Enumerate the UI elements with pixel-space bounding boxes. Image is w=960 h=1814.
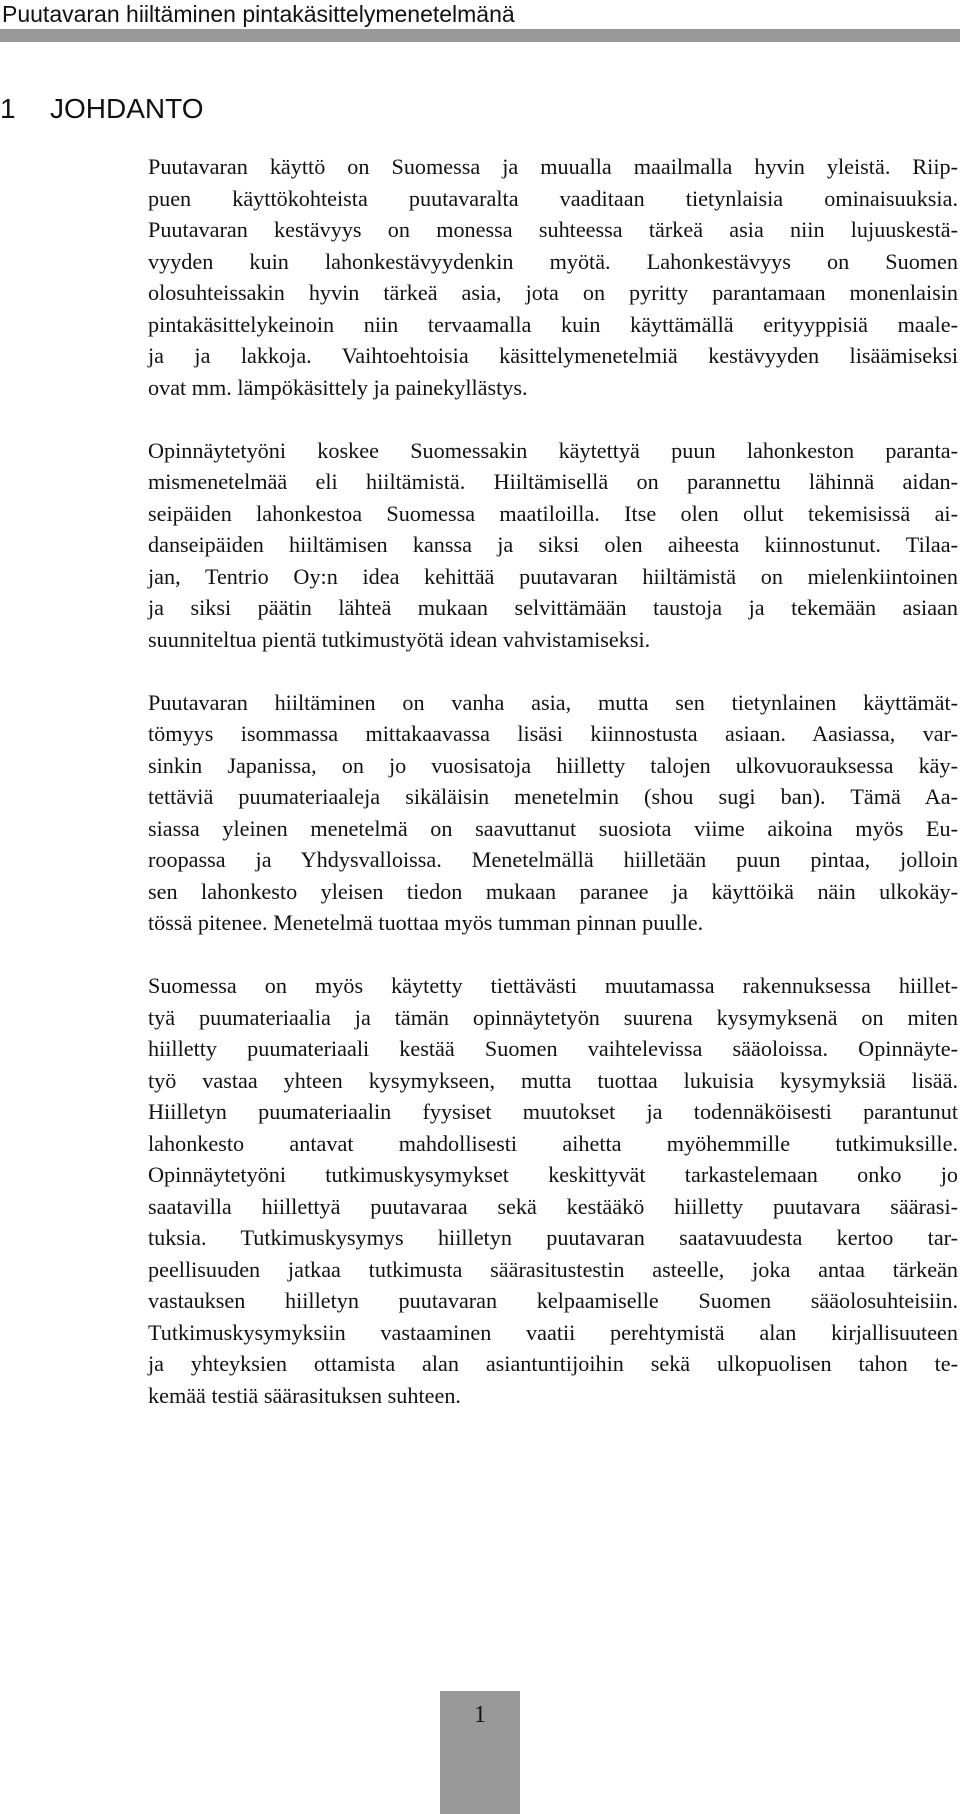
paragraph-line: Suomessa on myös käytetty tiettävästi muutamassa rakennuksessa hiillet- [148,973,958,998]
chapter-heading [0,92,204,126]
paragraph-line: Puutavaran käyttö on Suomessa ja muualla maailmalla hyvin yleistä. Riip- [148,154,958,179]
document-title: Puutavaran hiiltäminen pintakäsittelymenetelmänä [2,1,515,27]
paragraph-line: Hiilletyn puumateriaalin fyysiset muutokset ja todennäköisesti parantunut [148,1099,958,1124]
paragraph-line: tyä puumateriaalia ja tämän opinnäytetyön suurena kysymyksenä on miten [148,1004,958,1030]
paragraph-line: jan, Tentrio Oy:n idea kehittää puutavaran hiiltämistä on mielenkiintoinen [148,563,958,589]
paragraph-line: roopassa ja Yhdysvalloissa. Menetelmällä hiilletään puun pintaa, jolloin [148,847,958,872]
paragraph-line: ja yhteyksien ottamista alan asiantuntijoihin sekä ulkopuolisen tahon te- [148,1351,958,1376]
paragraph-line: tössä pitenee. Menetelmä tuottaa myös tumman pinnan puulle. [148,910,704,935]
paragraph-line: kemää testiä säärasituksen suhteen. [148,1382,461,1408]
running-header [0,0,960,44]
page-number: 1 [474,1702,486,1728]
paragraph-line: hiilletty puumateriaali kestää Suomen vaihtelevissa sääoloissa. Opinnäyte- [148,1036,958,1061]
paragraph-line: siassa yleinen menetelmä on saavuttanut suosiota viime aikoina myös Eu- [148,815,958,841]
paragraph-line: peellisuuden jatkaa tutkimusta säärasitustestin asteelle, joka antaa tärkeän [148,1256,958,1282]
paragraph-line: saatavilla hiillettyä puutavaraa sekä kestääkö hiilletty puutavara säärasi- [148,1193,958,1219]
paragraph-line: olosuhteissakin hyvin tärkeä asia, jota on pyritty parantamaan monenlaisin [148,280,958,305]
paragraph-line: Puutavaran hiiltäminen on vanha asia, mutta sen tietynlainen käyttämät- [148,689,958,715]
paragraph-line: pintakäsittelykeinoin niin tervaamalla kuin käyttämällä erityyppisiä maale- [148,311,958,337]
paragraph-line: Opinnäytetyöni koskee Suomessakin käytettyä puun lahonkeston paranta- [148,437,958,463]
paragraph-line: Tutkimuskysymyksiin vastaaminen vaatii perehtymistä alan kirjallisuuteen [148,1319,958,1345]
paragraph-line: seipäiden lahonkestoa Suomessa maatiloilla. Itse olen ollut tekemisissä ai- [148,500,958,526]
paragraph-line: sinkin Japanissa, on jo vuosisatoja hiilletty talojen ulkovuorauksessa käy- [148,752,958,778]
paragraph-line: lahonkesto antavat mahdollisesti aihetta myöhemmille tutkimuksille. [148,1130,958,1156]
paragraph-line: tettäviä puumateriaaleja sikäläisin menetelmin (shou sugi ban). Tämä Aa- [148,784,958,809]
paragraph [148,687,958,939]
header-rule [0,29,960,42]
paragraph-line: puen käyttökohteista puutavaralta vaaditaan tietynlaisia ominaisuuksia. [148,185,958,211]
paragraph-line: ja ja lakkoja. Vaihtoehtoisia käsittelymenetelmiä kestävyyden lisäämiseksi [148,343,958,368]
paragraph-line: suunniteltua pientä tutkimustyötä idean vahvistamiseksi. [148,626,651,652]
paragraph-line: vyyden kuin lahonkestävyydenkin myötä. Lahonkestävyys on Suomen [148,248,958,274]
paragraph-line: tuksia. Tutkimuskysymys hiilletyn puutavaran saatavuudesta kertoo tar- [148,1225,958,1250]
paragraph-line: työ vastaa yhteen kysymykseen, mutta tuottaa lukuisia kysymyksiä lisää. [148,1067,958,1093]
paragraph [148,435,958,656]
paragraph-line: Opinnäytetyöni tutkimuskysymykset keskittyvät tarkastelemaan onko jo [148,1162,958,1187]
paragraph-line: mismenetelmää eli hiiltämistä. Hiiltämisellä on parannettu lähinnä aidan- [148,469,958,494]
paragraph [148,151,958,403]
body-text [148,151,958,1443]
paragraph-line: vastauksen hiilletyn puutavaran kelpaamiselle Suomen sääolosuhteisiin. [148,1288,958,1313]
chapter-number: 1 [0,93,16,124]
paragraph [148,970,958,1411]
chapter-title: JOHDANTO [50,93,204,124]
paragraph-line: danseipäiden hiiltämisen kanssa ja siksi olen aiheesta kiinnostunut. Tilaa- [148,532,958,557]
paragraph-line: Puutavaran kestävyys on monessa suhteessa tärkeä asia niin lujuuskestä- [148,217,958,242]
paragraph-line: ja siksi päätin lähteä mukaan selvittämään taustoja ja tekemään asiaan [148,595,958,620]
paragraph-line: sen lahonkesto yleisen tiedon mukaan paranee ja käyttöikä näin ulkokäy- [148,878,958,904]
paragraph-line: tömyys isommassa mittakaavassa lisäsi kiinnostusta asiaan. Aasiassa, var- [148,721,958,746]
paragraph-line: ovat mm. lämpökäsittely ja painekyllästys. [148,374,528,400]
page-footer [440,1691,520,1814]
